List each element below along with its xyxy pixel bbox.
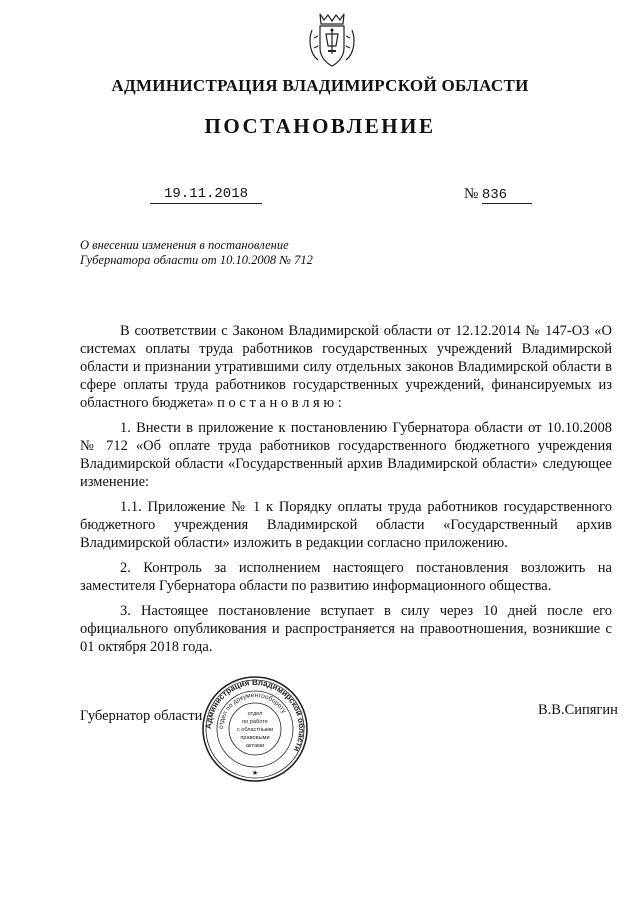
seal-center-line: актами (245, 743, 265, 749)
document-subject (80, 238, 313, 268)
document-number (464, 186, 532, 204)
seal-inner-text: отдел по документообороту (217, 691, 288, 730)
organization-title: АДМИНИСТРАЦИЯ ВЛАДИМИРСКОЙ ОБЛАСТИ (111, 76, 529, 95)
document-type: ПОСТАНОВЛЕНИЕ (204, 114, 436, 138)
subject-line-2: Губернатора области от 10.10.2008 № 712 (80, 253, 313, 267)
preamble-text: В соответствии с Законом Владимирской области от 12.12.2014 № 147-ОЗ «О системах оплаты труда работников государственных учреждений Владимирской области и признании утратившими силу отдельных законов Владимирской области в сфере оплаты труда работников государственных учреждений, финансируемых из областного бюджета» (80, 323, 612, 411)
paragraph-3: 3. Настоящее постановление вступает в силу через 10 дней после его официального опубликования и распространяется на правоотношения, возникшие с 01 октября 2018 года. (80, 603, 612, 655)
seal-center-line: по работе (242, 719, 268, 725)
number-prefix: № (464, 186, 479, 202)
preamble-paragraph (80, 322, 612, 412)
coat-of-arms-icon (306, 10, 358, 70)
subject-line-1: О внесении изменения в постановление (80, 238, 289, 252)
seal-center-line: правовыми (240, 735, 270, 741)
preamble-keyword: п о с т а н о в л я ю : (217, 395, 342, 411)
paragraph-2: 2. Контроль за исполнением настоящего постановления возложить на заместителя Губернатора области по развитию информационного общества. (80, 560, 612, 594)
number-value: 836 (482, 187, 532, 204)
seal-outer-text: Администрация Владимирской области (203, 677, 307, 754)
official-seal-icon (200, 674, 310, 784)
seal-center-line: отдел (247, 711, 263, 717)
paragraph-1-1: 1.1. Приложение № 1 к Порядку оплаты труда работников государственного бюджетного учреждения Владимирской области «Государственный архив Владимирской области» изложить в редакции согласно приложению. (80, 499, 612, 551)
document-date: 19.11.2018 (150, 186, 262, 204)
paragraph-1: 1. Внести в приложение к постановлению Губернатора области от 10.10.2008 № 712 «Об оплате труда работников государственного бюджетного учреждения Владимирской области «Государственный архив Владимирской области» следующее изменение: (80, 420, 612, 490)
document-body (80, 322, 612, 663)
signatory-title: Губернатор области (80, 708, 203, 724)
seal-center-line: с областными (236, 727, 274, 733)
seal-star-icon: ★ (251, 769, 259, 777)
signatory-name: В.В.Сипягин (538, 702, 618, 718)
